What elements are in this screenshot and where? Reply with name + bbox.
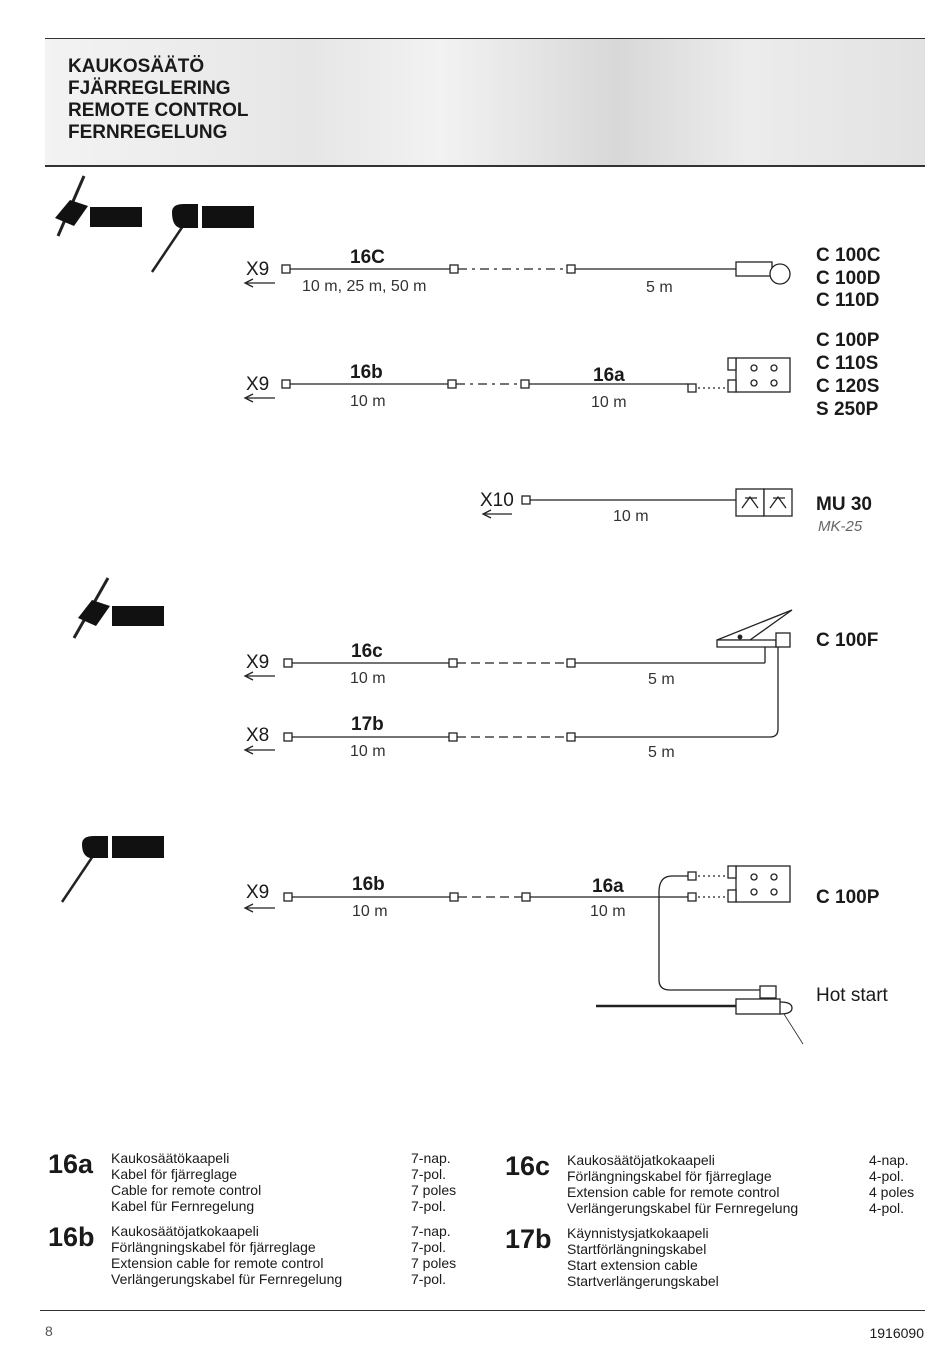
legend-line-sv: Startförlängningskabel: [567, 1241, 707, 1257]
legend-poles: [869, 1152, 914, 1216]
d5-cable-b-code: 16a: [592, 876, 624, 897]
d2-connector: X9: [246, 374, 270, 395]
legend-line-fi: Käynnistysjatkokaapeli: [567, 1225, 709, 1241]
legend-code: 16a: [48, 1149, 94, 1179]
tig-torch-icon: [152, 204, 254, 272]
legend-line-fi: Kaukosäätöjatkokaapeli: [111, 1223, 259, 1239]
d3-connector: X10: [480, 490, 514, 511]
d2-model-2: C 110S: [816, 353, 879, 374]
legend-pole-de: 7-pol.: [411, 1271, 447, 1287]
legend-pole-sv: 7-pol.: [411, 1166, 447, 1182]
d5-cable-a-code: 16b: [352, 874, 385, 895]
legend-code: 16c: [505, 1151, 551, 1181]
d4-model: C 100F: [816, 630, 879, 651]
d3-handwritten-note: MK-25: [818, 518, 863, 535]
d2-cable-b-code: 16a: [593, 365, 625, 386]
d2-model-4: S 250P: [816, 399, 879, 420]
d4-row1-connector: X9: [246, 652, 270, 673]
legend-line-sv: Kabel för fjärreglage: [111, 1166, 238, 1182]
d5-hot-start-label: Hot start: [816, 985, 888, 1006]
legend-descriptions: [111, 1223, 342, 1287]
legend-line-fi: Kaukosäätökaapeli: [111, 1150, 230, 1166]
legend-code: 17b: [505, 1224, 552, 1254]
title-line-sv: FJÄRREGLERING: [68, 78, 231, 99]
legend-descriptions: [111, 1150, 261, 1214]
d5-cable-a-length: 10 m: [352, 903, 388, 920]
legend-line-sv: Förlängningskabel för fjärreglage: [111, 1239, 316, 1255]
legend-pole-fi: 4-nap.: [869, 1152, 909, 1168]
d3-length: 10 m: [613, 508, 649, 525]
legend-pole-en: 7 poles: [411, 1255, 457, 1271]
tig-torch-icon-2: [62, 836, 164, 902]
legend-line-en: Extension cable for remote control: [567, 1184, 780, 1200]
d1-cable-code: 16C: [350, 247, 385, 268]
d2-cable-a-length: 10 m: [350, 393, 386, 410]
legend-poles: [411, 1150, 456, 1214]
d2-model-1: C 100P: [816, 330, 880, 351]
legend-16a: [48, 1150, 488, 1220]
d2-model-3: C 120S: [816, 376, 880, 397]
legend-pole-fi: 7-nap.: [411, 1150, 451, 1166]
d1-model-1: C 100C: [816, 245, 881, 266]
mig-torch-icon-2: [74, 578, 164, 638]
page-number: 8: [45, 1323, 53, 1339]
diagram-5: [245, 866, 803, 1044]
d1-model-2: C 100D: [816, 268, 881, 289]
legend-line-en: Cable for remote control: [111, 1182, 262, 1198]
footer-divider: [40, 1310, 925, 1311]
d4-row2-cable-code: 17b: [351, 714, 384, 735]
d1-cable-length: 10 m, 25 m, 50 m: [302, 278, 427, 295]
title-line-fi: KAUKOSÄÄTÖ: [68, 56, 205, 77]
legend-line-de: Kabel für Fernregelung: [111, 1198, 255, 1214]
d4-row2-length: 10 m: [350, 743, 386, 760]
legend-line-en: Start extension cable: [567, 1257, 698, 1273]
d5-connector: X9: [246, 882, 270, 903]
d4-row1-length: 10 m: [350, 670, 386, 687]
mig-torch-icon: [55, 176, 142, 236]
d4-row2-connector: X8: [246, 725, 270, 746]
legend-descriptions: [567, 1225, 719, 1289]
d1-model-3: C 110D: [816, 290, 880, 311]
d1-extension-length: 5 m: [646, 279, 673, 296]
d2-cable-a-code: 16b: [350, 362, 383, 383]
legend-pole-sv: 4-pol.: [869, 1168, 905, 1184]
legend-pole-sv: 7-pol.: [411, 1239, 447, 1255]
legend-16b: [48, 1223, 488, 1293]
d4-row1-cable-code: 16c: [351, 641, 383, 662]
d4-row1-extension-length: 5 m: [648, 671, 675, 688]
legend-pole-de: 4-pol.: [869, 1200, 905, 1216]
legend-line-fi: Kaukosäätöjatkokaapeli: [567, 1152, 715, 1168]
legend-16c: [505, 1152, 925, 1222]
legend-poles: [411, 1223, 456, 1287]
legend-line-de: Verlängerungskabel für Fernregelung: [567, 1200, 799, 1216]
legend-line-en: Extension cable for remote control: [111, 1255, 324, 1271]
d5-cable-b-length: 10 m: [590, 903, 626, 920]
d4-row2-extension-length: 5 m: [648, 744, 675, 761]
legend-line-de: Startverlängerungskabel: [567, 1273, 719, 1289]
legend-pole-fi: 7-nap.: [411, 1223, 451, 1239]
d1-connector: X9: [246, 259, 270, 280]
document-number: 1916090: [869, 1325, 924, 1341]
d2-cable-b-length: 10 m: [591, 394, 627, 411]
legend-line-sv: Förlängningskabel för fjärreglage: [567, 1168, 772, 1184]
title-line-de: FERNREGELUNG: [68, 122, 228, 143]
legend-line-de: Verlängerungskabel für Fernregelung: [111, 1271, 343, 1287]
d5-model: C 100P: [816, 887, 880, 908]
legend-pole-en: 4 poles: [869, 1184, 915, 1200]
legend-pole-de: 7-pol.: [411, 1198, 447, 1214]
d3-model: MU 30: [816, 494, 872, 515]
diagram-4: [245, 610, 792, 754]
diagram-2: [245, 358, 790, 402]
legend-descriptions: [567, 1152, 798, 1216]
legend-pole-en: 7 poles: [411, 1182, 457, 1198]
title-line-en: REMOTE CONTROL: [68, 100, 249, 121]
legend-17b: [505, 1225, 925, 1295]
legend-code: 16b: [48, 1222, 95, 1252]
